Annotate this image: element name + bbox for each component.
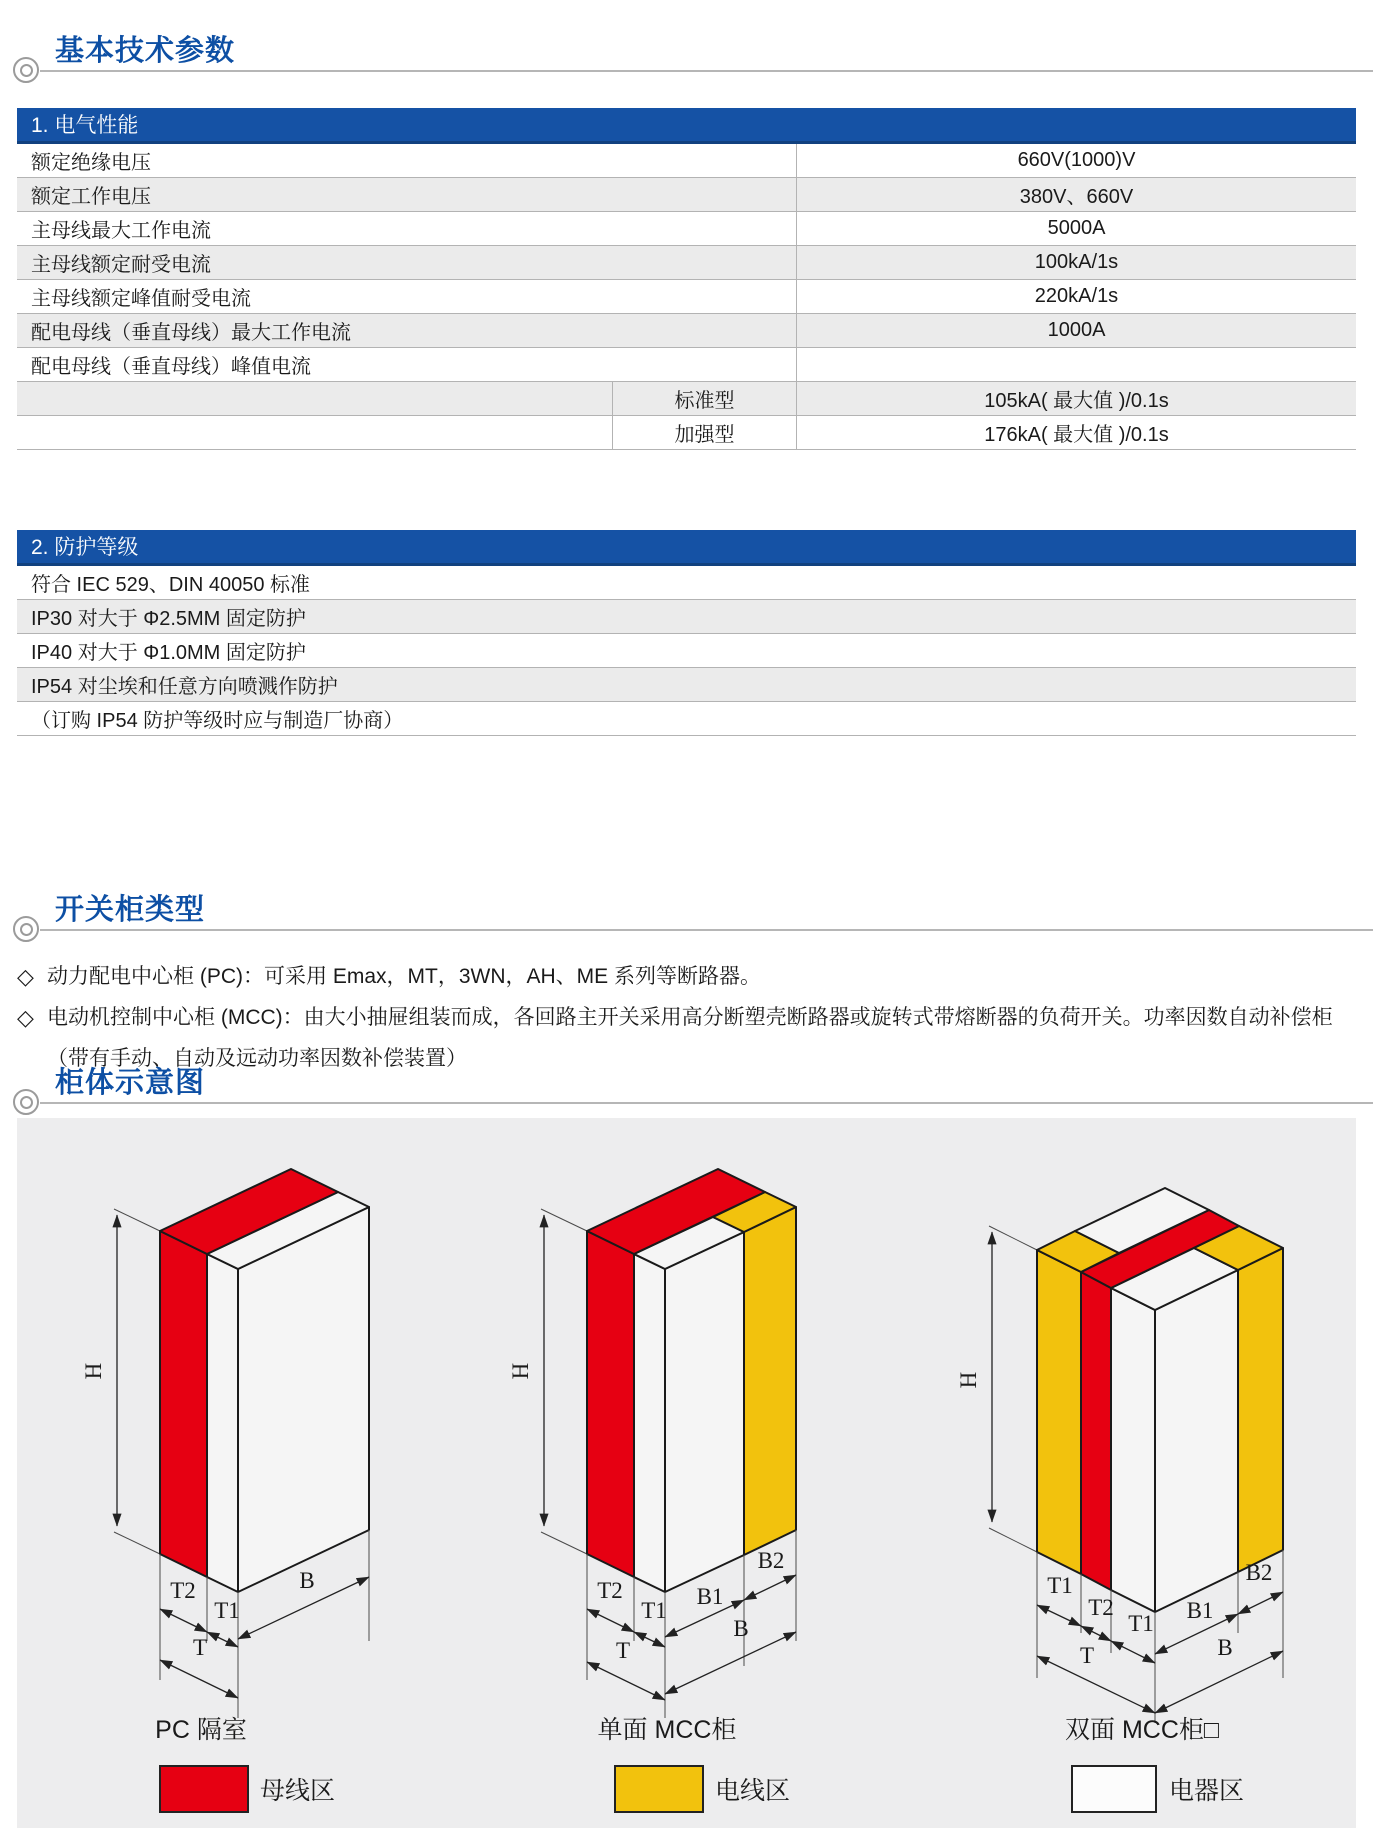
dimension-line-t	[160, 1660, 238, 1698]
table-row	[17, 280, 1356, 314]
table-row	[17, 702, 1356, 736]
section-ring-icon	[13, 916, 39, 942]
list-item-text: 电动机控制中心柜 (MCC)：由大小抽屉组装而成，各回路主开关采用高分断塑壳断路器或旋转式带熔断器的负荷开关。功率因数自动补偿柜（带有手动、自动及远动功率因数补偿装置）	[47, 1006, 1333, 1070]
row-type-label: 加强型	[613, 416, 797, 449]
row-label: 额定绝缘电压	[17, 144, 797, 177]
wire-zone-face	[1238, 1248, 1283, 1572]
cabinet-face	[665, 1232, 744, 1592]
dim-label-h: H	[508, 1362, 533, 1380]
row-value: 176kA( 最大值 )/0.1s	[984, 424, 1169, 446]
list-item	[17, 997, 1359, 1079]
row-label: 配电母线（垂直母线）最大工作电流	[17, 314, 797, 347]
dimension-line-t	[1037, 1656, 1155, 1713]
dimension-line-b	[665, 1632, 796, 1694]
dimension-line-t1	[207, 1632, 238, 1647]
row-label: 配电母线（垂直母线）峰值电流	[17, 348, 797, 381]
diamond-bullet-icon: ◇	[17, 1005, 34, 1030]
row-value: 5000A	[1047, 217, 1106, 239]
row-value: 380V、660V	[1019, 186, 1134, 208]
table-row	[17, 212, 1356, 246]
diamond-bullet-icon: ◇	[17, 964, 34, 989]
dim-label-t: T	[1079, 1643, 1095, 1668]
diagram-legend	[160, 1766, 1244, 1812]
table-row	[17, 566, 1356, 600]
table-row	[17, 314, 1356, 348]
dim-label-t2: T2	[597, 1578, 623, 1603]
table-row	[17, 178, 1356, 212]
legend-label-wire: 电线区	[715, 1777, 791, 1805]
dim-label-b: B	[733, 1616, 749, 1641]
cabinet-face	[634, 1254, 665, 1592]
row-type-label: 标准型	[613, 382, 797, 415]
row-value: 1000A	[1047, 319, 1106, 341]
dim-label-t2: T2	[1088, 1595, 1114, 1620]
section-divider	[40, 929, 1373, 931]
dimension-line-t2	[587, 1609, 634, 1632]
row-empty-cell	[17, 416, 613, 449]
row-label: 符合 IEC 529、DIN 40050 标准	[31, 574, 310, 596]
table-row	[17, 416, 1356, 450]
row-value: 220kA/1s	[1034, 285, 1119, 307]
dimension-line-t1	[634, 1632, 665, 1647]
dim-label-t1: T1	[214, 1598, 240, 1623]
dim-label-t: T	[615, 1638, 631, 1663]
table-row	[17, 348, 1356, 382]
section-title-basic-params: 基本技术参数	[55, 35, 236, 67]
dimension-line-t1	[1037, 1605, 1081, 1626]
wire-zone-face	[744, 1207, 796, 1555]
cabinet-face	[207, 1254, 238, 1592]
legend-swatch-wire	[615, 1766, 703, 1812]
section-title-cabinet-diagram: 柜体示意图	[55, 1067, 206, 1099]
dim-label-t: T	[192, 1635, 208, 1660]
cabinet-caption: 双面 MCC柜□	[1065, 1716, 1219, 1744]
dim-label-b2: B2	[757, 1548, 785, 1573]
cabinet-caption: 单面 MCC柜	[597, 1716, 737, 1744]
dim-label-b1: B1	[1186, 1598, 1214, 1623]
row-label: （订购 IP54 防护等级时应与制造厂协商）	[31, 710, 404, 732]
dim-label-b2: B2	[1245, 1560, 1273, 1585]
cabinet-caption: PC 隔室	[155, 1716, 247, 1744]
busbar-zone-face	[160, 1231, 207, 1577]
table-header: 2. 防护等级	[17, 530, 1356, 566]
row-label: IP54 对尘埃和任意方向喷溅作防护	[31, 676, 338, 698]
list-item-text: 动力配电中心柜 (PC)：可采用 Emax，MT，3WN，AH、ME 系列等断路器。	[47, 965, 761, 988]
cabinet-mcc-double	[956, 1188, 1283, 1744]
row-label: 主母线额定耐受电流	[17, 246, 797, 279]
dimension-line-t1	[1111, 1641, 1155, 1663]
cabinet-diagram	[17, 1118, 1356, 1828]
row-empty-cell	[17, 382, 613, 415]
table-row	[17, 600, 1356, 634]
section-divider	[40, 1102, 1373, 1104]
dim-label-t2: T2	[170, 1578, 196, 1603]
legend-label-busbar: 母线区	[260, 1777, 336, 1805]
cabinet-face	[1155, 1270, 1238, 1612]
cabinet-mcc-single	[508, 1169, 796, 1744]
dimension-line-b2	[1238, 1592, 1283, 1614]
legend-label-apparatus: 电器区	[1169, 1777, 1245, 1805]
table-row	[17, 668, 1356, 702]
row-value: 660V(1000)V	[1017, 149, 1136, 171]
dimension-line-b	[1155, 1651, 1283, 1713]
cabinet-pc	[81, 1169, 369, 1744]
section-title-cabinet-types: 开关柜类型	[55, 894, 206, 926]
extension-line	[541, 1532, 587, 1554]
dim-label-h: H	[81, 1362, 106, 1380]
dimension-line-t2	[1081, 1626, 1111, 1641]
cabinet-face	[1111, 1288, 1155, 1612]
protection-degree-table	[17, 530, 1356, 736]
dimension-line-t	[587, 1662, 665, 1700]
wire-zone-face	[1037, 1250, 1081, 1574]
dim-label-b1: B1	[696, 1584, 724, 1609]
extension-line	[989, 1226, 1037, 1250]
row-label: IP40 对大于 Φ1.0MM 固定防护	[31, 642, 306, 664]
row-label: 额定工作电压	[17, 178, 797, 211]
cabinet-diagram-panel	[17, 1118, 1356, 1828]
row-label: 主母线额定峰值耐受电流	[17, 280, 797, 313]
electrical-performance-table	[17, 108, 1356, 450]
extension-line	[989, 1528, 1037, 1552]
cabinet-type-list	[17, 956, 1359, 1079]
dim-label-t1-back: T1	[1047, 1573, 1073, 1598]
list-item	[17, 956, 1359, 997]
dim-label-t1: T1	[641, 1598, 667, 1623]
legend-swatch-busbar	[160, 1766, 248, 1812]
row-value: 100kA/1s	[1034, 251, 1119, 273]
extension-line	[541, 1209, 587, 1231]
row-label: 主母线最大工作电流	[17, 212, 797, 245]
section-divider	[40, 70, 1373, 72]
cabinet-face	[238, 1207, 369, 1592]
table-row	[17, 246, 1356, 280]
table-row	[17, 634, 1356, 668]
table-row	[17, 144, 1356, 178]
section-ring-icon	[13, 57, 39, 83]
dimension-line-b2	[744, 1575, 796, 1600]
section-ring-icon	[13, 1089, 39, 1115]
extension-line	[114, 1209, 160, 1231]
row-value: 105kA( 最大值 )/0.1s	[984, 390, 1169, 412]
table-header: 1. 电气性能	[17, 108, 1356, 144]
dim-label-t1-front: T1	[1128, 1611, 1154, 1636]
row-label: IP30 对大于 Φ2.5MM 固定防护	[31, 608, 306, 630]
table-row	[17, 382, 1356, 416]
dimension-line-t2	[160, 1609, 207, 1632]
dim-label-b: B	[1217, 1635, 1233, 1660]
busbar-zone-face	[1081, 1272, 1111, 1590]
legend-swatch-apparatus	[1072, 1766, 1156, 1812]
busbar-zone-face	[587, 1231, 634, 1577]
dim-label-b: B	[299, 1568, 315, 1593]
dim-label-h: H	[956, 1371, 981, 1389]
extension-line	[114, 1532, 160, 1554]
